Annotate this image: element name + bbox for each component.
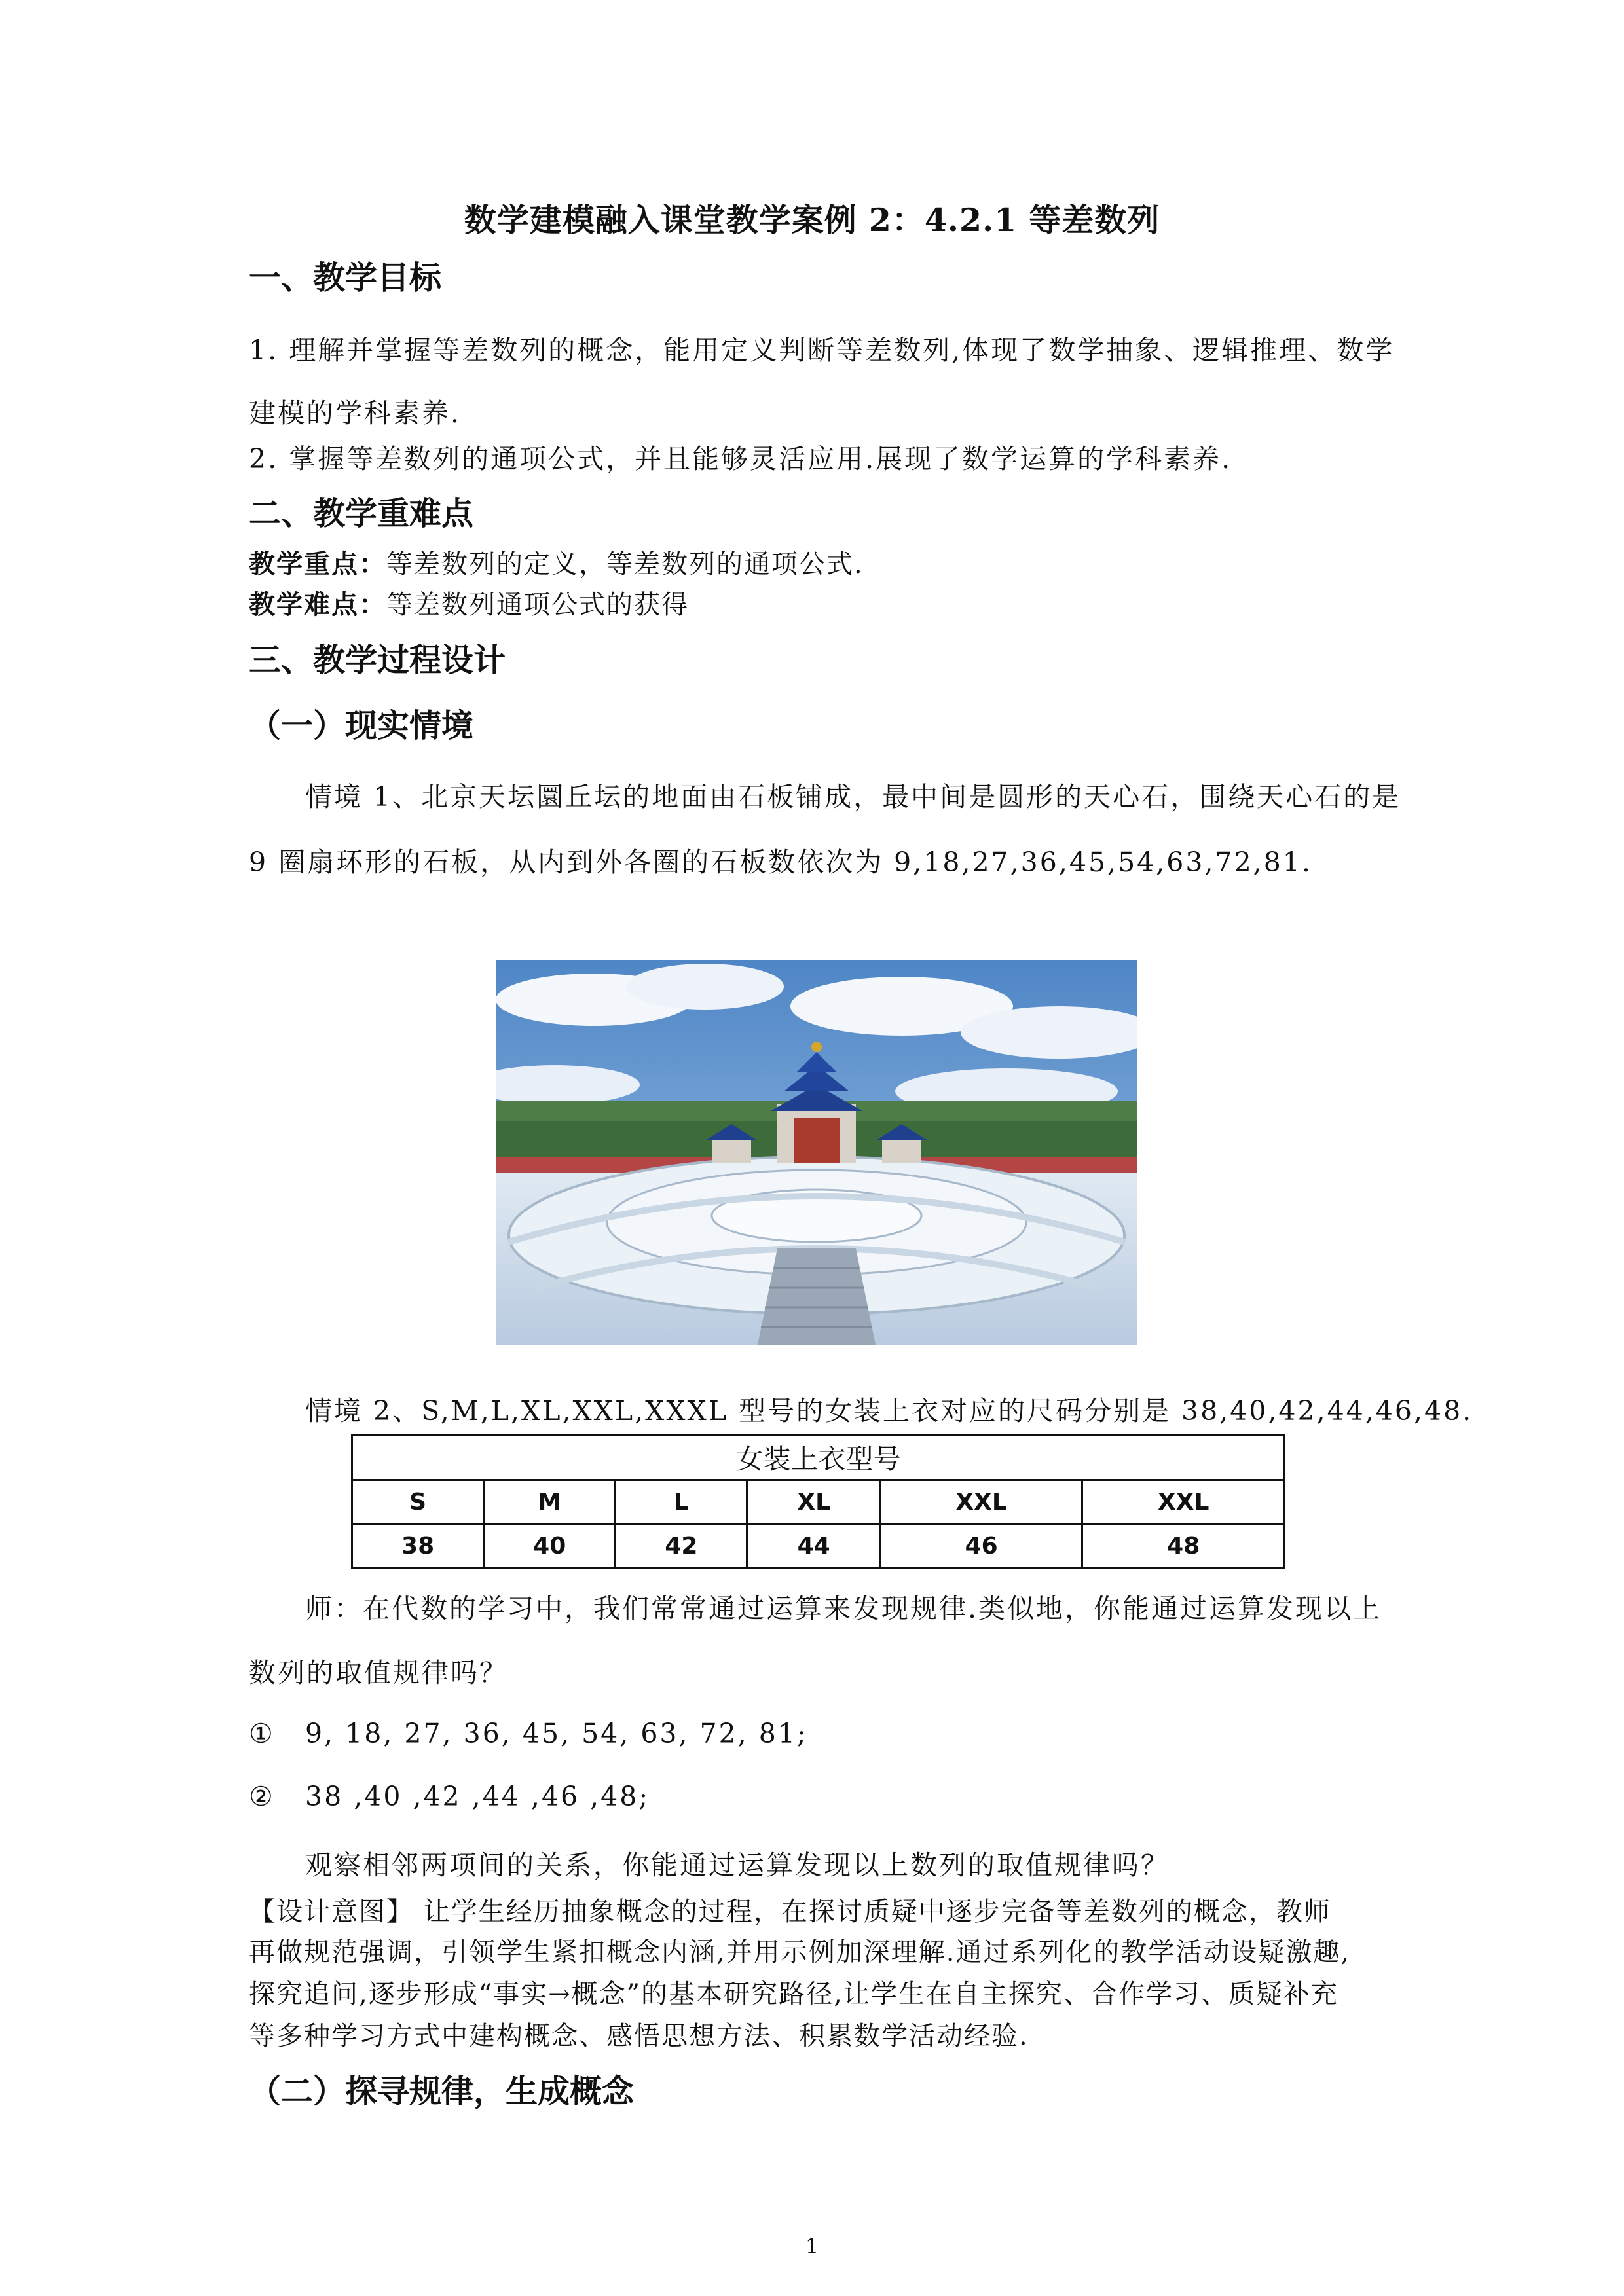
key-point-text: 等差数列的定义，等差数列的通项公式. [386,549,864,579]
sequence-2-mark: ② [249,1781,275,1812]
teacher-line-1: 师：在代数的学习中，我们常常通过运算来发现规律.类似地，你能通过运算发现以上 [305,1593,1382,1624]
context-2: 情境 2、S,M,L,XL,XXL,XXXL 型号的女装上衣对应的尺码分别是 38,40,42,44,46,48. [305,1395,1473,1427]
design-intent-line-2: 再做规范强调，引领学生紧扣概念内涵,并用示例加深理解.通过系列化的教学活动设疑激趣, [249,1937,1351,1967]
subheading-explore-rules: （二）探寻规律，生成概念 [249,2073,635,2110]
design-intent-line-1: 【设计意图】 让学生经历抽象概念的过程，在探讨质疑中逐步完备等差数列的概念，教师 [249,1897,1331,1927]
key-point-line [249,543,864,581]
temple-of-heaven-image [496,960,1137,1345]
size-value-cell: 40 [484,1524,616,1568]
size-header-cell: XXL [880,1480,1082,1524]
size-table-value-row [352,1524,1285,1568]
size-value-cell: 38 [352,1524,484,1568]
size-table-header-row [352,1480,1285,1524]
key-point-label: 教学重点： [249,549,386,579]
heading-process-design: 三、教学过程设计 [249,642,506,679]
sequence-1-mark: ① [249,1718,275,1749]
size-header-cell: XXL [1082,1480,1285,1524]
sequence-1: 9, 18, 27, 36, 45, 54, 63, 72, 81; [305,1718,808,1749]
design-intent-line-3: 探究追问,逐步形成“事实→概念”的基本研究路径,让学生在自主探究、合作学习、质疑补充 [249,1979,1338,2009]
heading-teaching-goals: 一、教学目标 [249,259,442,297]
size-value-cell: 42 [616,1524,747,1568]
document-title: 数学建模融入课堂教学案例 2：4.2.1 等差数列 [464,201,1160,239]
context-1-line-2: 9 圈扇环形的石板，从内到外各圈的石板数依次为 9,18,27,36,45,54,63,72,81. [249,847,1312,878]
teacher-line-2: 数列的取值规律吗？ [249,1657,508,1688]
heading-key-points: 二、教学重难点 [249,495,474,532]
sequence-2: 38 ,40 ,42 ,44 ,46 ,48; [305,1781,650,1812]
goal-item-1-line-1: 1. 理解并掌握等差数列的概念，能用定义判断等差数列,体现了数学抽象、逻辑推理、数学 [249,335,1395,366]
difficulty-text: 等差数列通项公式的获得 [386,590,689,620]
difficulty-label: 教学难点： [249,590,386,620]
design-intent-line-4: 等多种学习方式中建构概念、感悟思想方法、积累数学活动经验. [249,2021,1029,2051]
size-header-cell: XL [747,1480,880,1524]
goal-item-1-line-2: 建模的学科素养. [249,397,462,429]
context-1-line-1: 情境 1、北京天坛圜丘坛的地面由石板铺成，最中间是圆形的天心石，围绕天心石的是 [305,781,1401,812]
size-table-caption: 女装上衣型号 [352,1435,1285,1480]
size-value-cell: 48 [1082,1524,1285,1568]
size-header-cell: S [352,1480,484,1524]
subheading-real-context: （一）现实情境 [249,707,474,744]
goal-item-2: 2. 掌握等差数列的通项公式，并且能够灵活应用.展现了数学运算的学科素养. [249,443,1232,475]
observe-question: 观察相邻两项间的关系，你能通过运算发现以上数列的取值规律吗？ [305,1850,1170,1881]
page-number: 1 [805,2234,819,2259]
difficulty-line [249,584,689,621]
size-header-cell: M [484,1480,616,1524]
size-header-cell: L [616,1480,747,1524]
size-value-cell: 44 [747,1524,880,1568]
size-table [351,1434,1285,1569]
size-value-cell: 46 [880,1524,1082,1568]
